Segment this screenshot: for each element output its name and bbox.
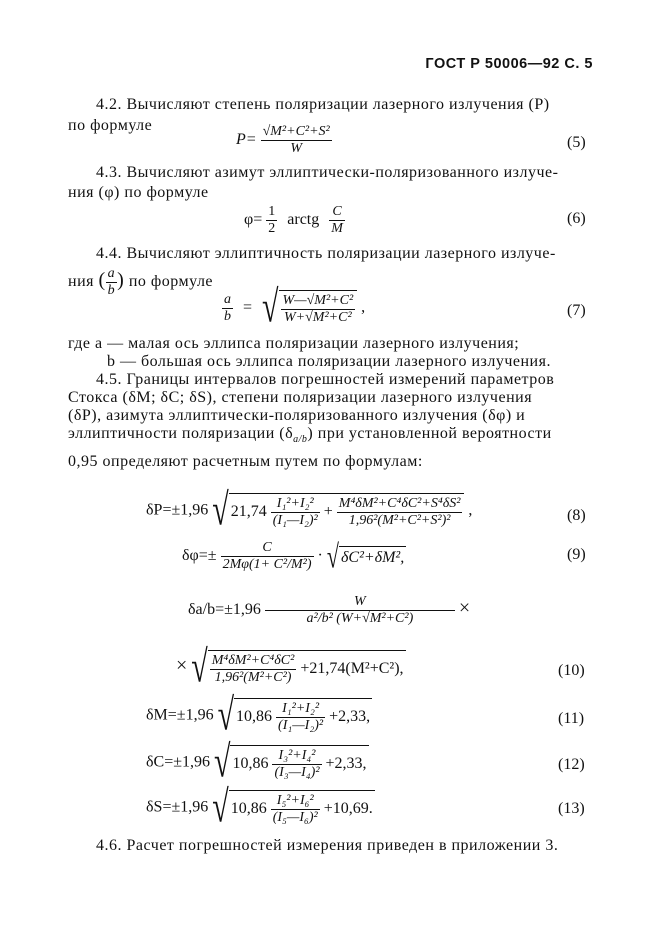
formula-10a [188, 594, 470, 627]
para-4-4-line2: ния ( $\frac{a}{b}$ ) по формуле [68, 266, 214, 298]
formula-12-radical: √ 10,86 $\frac{\text{I₃²+I₄²}}{\text{(I₃—I₄)²}}$ +2,33, [214, 737, 367, 787]
formula-12-lhs: δC=±1,96 [146, 753, 211, 771]
formula-8-radical: √ 21,74 $\frac{\text{I₁²+I₂²}}{\text{(I₁—I₂)²}}$ + $\frac{\text{M⁴δM²+C⁴δC²+S⁴δS²}}{\text{1,96²(M²+C²+S²)²}}$ [212, 493, 464, 529]
para-ab-den: b [107, 283, 116, 298]
formula-11-tail: +2,33, [329, 708, 371, 726]
formula-5-den: W [290, 141, 302, 156]
para-4-4-line2-a: ния [68, 273, 94, 291]
formula-13 [146, 782, 375, 832]
para-4-5-line3: (δP), азимута эллиптически-поляризованного излучения (δφ) и [68, 407, 526, 424]
formula-8-den2: 1,96²(M²+C²+S²)² [348, 513, 451, 528]
formula-6-function: arctg [287, 211, 320, 229]
where-line1: где a — малая ось эллипса поляризации лазерного излучения; [68, 335, 520, 352]
formula-5 [236, 124, 332, 157]
formula-10a-fraction [265, 594, 455, 627]
para-4-5-line1: 4.5. Границы интервалов погрешностей измерений параметров [96, 371, 555, 388]
para-4-4-line1: 4.4. Вычисляют эллиптичность поляризации лазерного излуче- [96, 245, 556, 262]
eq-number-11: (11) [558, 710, 585, 727]
eq-number-8: (8) [567, 507, 586, 524]
formula-8-coef: 21,74 [230, 503, 267, 521]
formula-7-tail: , [361, 298, 366, 316]
formula-8-num2: M⁴δM²+C⁴δC²+S⁴δS² [338, 496, 461, 511]
formula-7-eq: = [243, 298, 253, 316]
formula-12-num: I₃²+I₄² [272, 748, 321, 765]
formula-7-num: W—√M²+C² [282, 293, 354, 308]
formula-6-half-num: 1 [268, 204, 276, 219]
formula-7-lhs-den: b [224, 308, 231, 324]
page-header: ГОСТ Р 50006—92 С. 5 [425, 56, 593, 72]
formula-10b-radical: √ $\frac{\text{M⁴δM²+C⁴δC²}}{\text{1,96²(M²+C²)}}$ +21,74(M²+C²), [191, 642, 404, 692]
formula-8-num1: I₁²+I₂² [271, 496, 320, 513]
eq-number-9: (9) [567, 546, 586, 563]
eq-number-13: (13) [558, 800, 585, 817]
formula-12 [146, 737, 369, 787]
formula-13-tail: +10,69. [323, 800, 373, 818]
formula-8-tail: , [468, 501, 473, 519]
where-line2: b — большая ось эллипса поляризации лазерного излучения. [107, 353, 551, 370]
formula-10a-den: a²/b² (W+√M²+C²) [306, 611, 414, 626]
formula-13-num: I₅²+I₆² [271, 793, 320, 810]
eq-number-7: (7) [567, 302, 586, 319]
formula-13-coef: 10,86 [230, 800, 267, 818]
formula-9-lhs: δφ=± [182, 547, 217, 565]
formula-7-lhs [222, 292, 233, 325]
formula-7-den: W+√M²+C² [284, 310, 352, 325]
formula-6-num: C [329, 204, 345, 221]
formula-10a-lhs: δa/b=±1,96 [188, 601, 261, 619]
formula-9 [182, 537, 406, 575]
para-4-5-line2: Стокса (δM; δC; δS), степени поляризации лазерного излучения [68, 389, 533, 406]
formula-6-lhs: φ= [244, 211, 263, 229]
para-4-6: 4.6. Расчет погрешностей измерения приведен в приложении 3. [96, 837, 559, 854]
formula-11-num: I₁²+I₂² [276, 701, 325, 718]
formula-10b-num: M⁴δM²+C⁴δC² [211, 653, 295, 668]
para-4-5-line5: 0,95 определяют расчетным путем по формулам: [68, 453, 423, 470]
formula-6-den: M [331, 221, 343, 236]
formula-12-tail: +2,33, [325, 755, 367, 773]
formula-5-lhs: P= [236, 131, 257, 149]
para-4-5-line4-b: при установленной вероятности [317, 425, 552, 442]
formula-10b-den: 1,96²(M²+C²) [214, 670, 292, 685]
formula-9-fraction [221, 540, 314, 573]
formula-12-coef: 10,86 [232, 755, 269, 773]
formula-8 [146, 485, 473, 535]
formula-11-radical: √ 10,86 $\frac{\text{I₁²+I₂²}}{\text{(I₁—I₂)²}}$ +2,33, [217, 690, 371, 740]
para-4-2-line1: 4.2. Вычисляют степень поляризации лазерного излучения (P) [96, 96, 550, 113]
formula-13-radical: √ 10,86 $\frac{\text{I₅²+I₆²}}{\text{(I₅—I₆)²}}$ +10,69. [212, 782, 373, 832]
formula-10b [176, 642, 406, 692]
formula-9-radical: √ δC²+δM², [326, 537, 405, 575]
formula-11 [146, 690, 372, 740]
formula-7 [222, 282, 366, 332]
eq-number-6: (6) [567, 210, 586, 227]
formula-6-half [266, 204, 277, 237]
formula-5-fraction [261, 124, 332, 157]
formula-9-rad: δC²+δM², [339, 546, 406, 567]
formula-8-plus: + [323, 503, 333, 521]
formula-13-den: (I₅—I₆)² [272, 810, 318, 825]
formula-10a-num: W [265, 594, 455, 611]
para-4-2-line2: по формуле [68, 117, 153, 134]
formula-8-lhs: δP=±1,96 [146, 501, 209, 519]
formula-11-den: (I₁—I₂)² [278, 718, 324, 733]
formula-5-num: √M²+C²+S² [262, 124, 330, 139]
formula-11-coef: 10,86 [236, 708, 273, 726]
formula-12-den: (I₃—I₄)² [274, 765, 320, 780]
para-ab-num: a [107, 266, 116, 281]
formula-7-lhs-num: a [224, 291, 231, 307]
formula-9-den: 2Mφ(1+ C²/M²) [222, 557, 312, 572]
formula-10b-times: × [176, 654, 188, 677]
formula-11-lhs: δM=±1,96 [146, 706, 214, 724]
formula-6 [244, 204, 345, 237]
formula-7-radical: √ $\frac{\text{W—√M²+C²}}{\text{W+√M²+C²}}$ [262, 290, 357, 326]
formula-6-fraction [329, 204, 345, 237]
eq-number-5: (5) [567, 134, 586, 151]
para-4-5-line4-a: эллиптичности поляризации [68, 425, 275, 442]
formula-9-num: C [221, 540, 314, 557]
formula-9-dot: · [317, 547, 323, 565]
para-4-3-line2: ния (φ) по формуле [68, 184, 209, 201]
formula-10a-times: × [458, 597, 471, 620]
formula-8-den1: (I₁—I₂)² [272, 513, 318, 528]
para-4-5-line4: эллиптичности поляризации $(\delta_{a/b})$ при установленной вероятности [68, 425, 552, 446]
formula-13-lhs: δS=±1,96 [146, 798, 209, 816]
para-4-4-line2-b: по формуле [128, 273, 214, 291]
eq-number-10: (10) [558, 662, 585, 679]
para-4-3-line1: 4.3. Вычисляют азимут эллиптически-поляризованного излуче- [96, 164, 559, 181]
formula-10b-tail: +21,74(M²+C²), [300, 660, 404, 678]
para-4-4-ab-fraction [106, 266, 118, 299]
eq-number-12: (12) [558, 756, 585, 773]
formula-6-half-den: 2 [268, 221, 276, 236]
